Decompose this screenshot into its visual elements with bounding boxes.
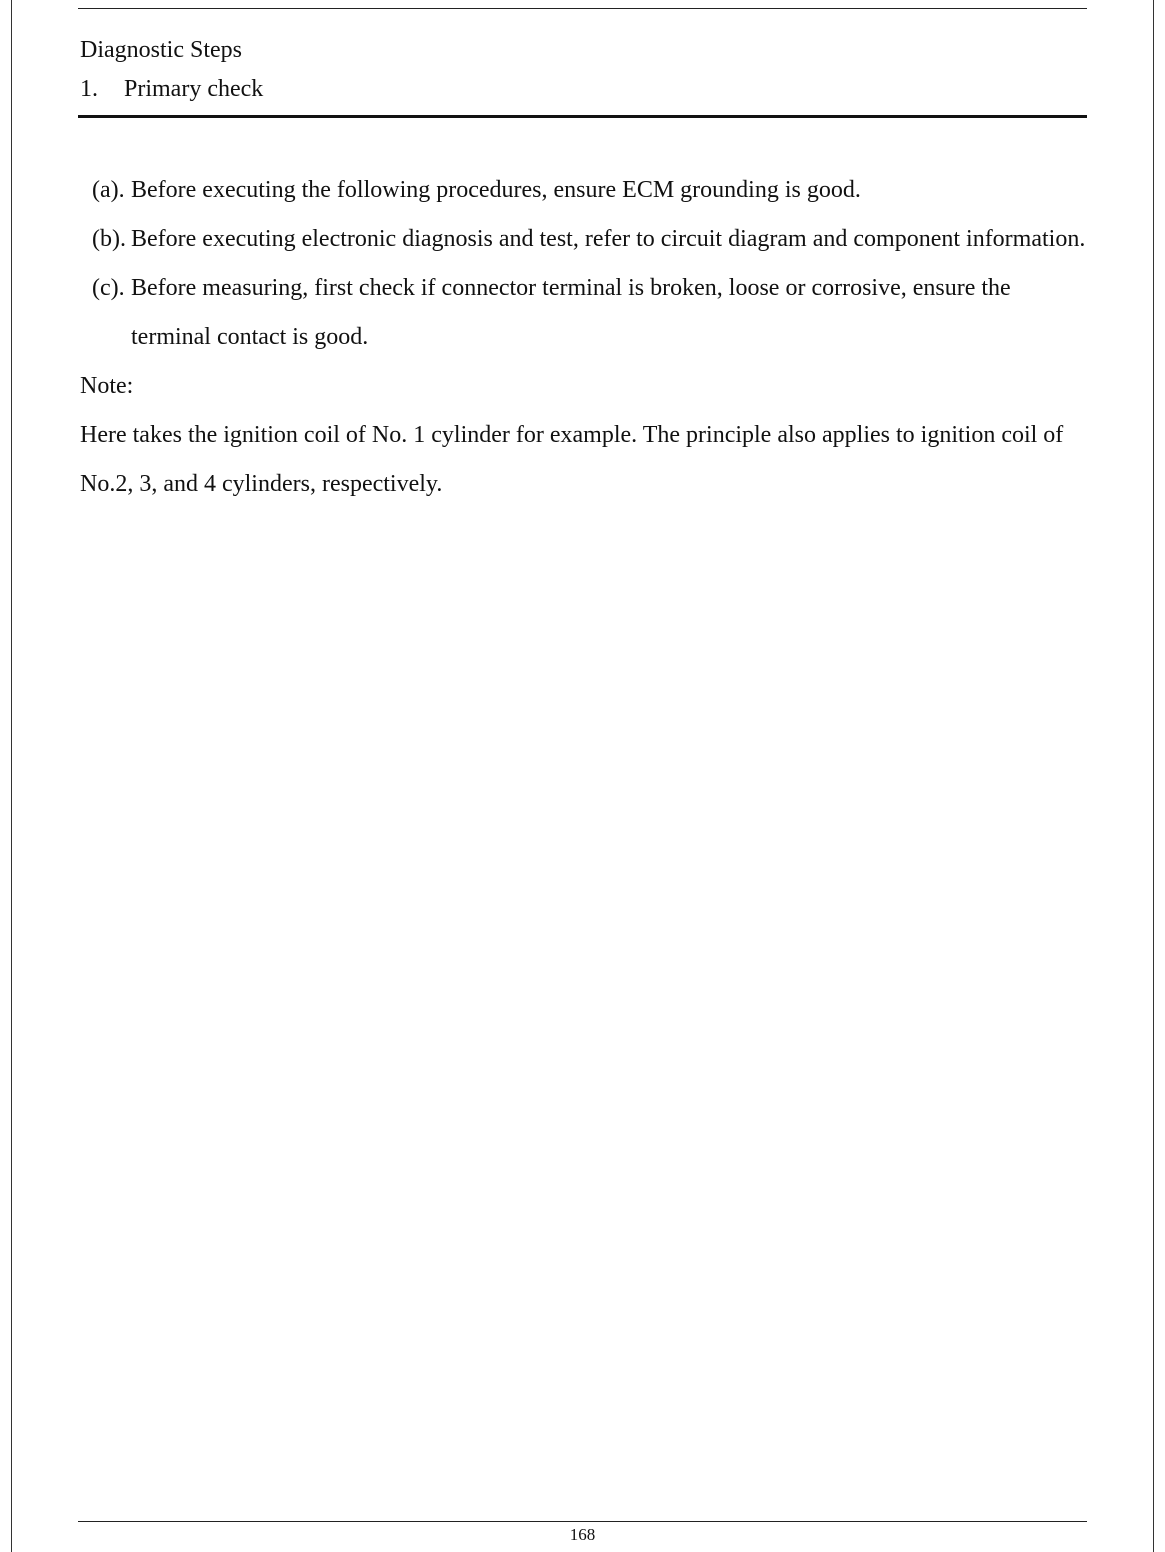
list-item-text: Before measuring, first check if connector terminal is broken, loose or corrosive, ensure the terminal contact is good. <box>131 275 1011 350</box>
list-item-text: Before executing the following procedures, ensure ECM grounding is good. <box>131 177 861 203</box>
list-item-text: Before executing electronic diagnosis and test, refer to circuit diagram and component information. <box>131 226 1086 252</box>
step-number: 1. <box>80 76 98 102</box>
step-title: Primary check <box>124 76 264 102</box>
step-heading <box>80 70 1080 109</box>
page-number: 168 <box>569 1525 596 1544</box>
note-text: Here takes the ignition coil of No. 1 cylinder for example. The principle also applies to ignition coil of No.2, 3, and 4 cylinders, respectively. <box>80 422 1064 497</box>
list-item-label: (b). <box>92 226 126 252</box>
page-header <box>80 31 1080 109</box>
footer-rule <box>78 1521 1087 1522</box>
list-item-label: (c). <box>92 275 125 301</box>
page-border-right <box>1153 0 1154 1552</box>
section-title: Diagnostic Steps <box>80 37 242 63</box>
top-rule <box>78 8 1087 9</box>
header-rule <box>78 115 1087 118</box>
list-item <box>80 215 1090 264</box>
list-item <box>80 264 1090 362</box>
document-body <box>80 166 1090 509</box>
page-border-left <box>11 0 12 1552</box>
note-heading: Note: <box>80 373 134 399</box>
list-item <box>80 166 1090 215</box>
list-item-label: (a). <box>92 177 125 203</box>
